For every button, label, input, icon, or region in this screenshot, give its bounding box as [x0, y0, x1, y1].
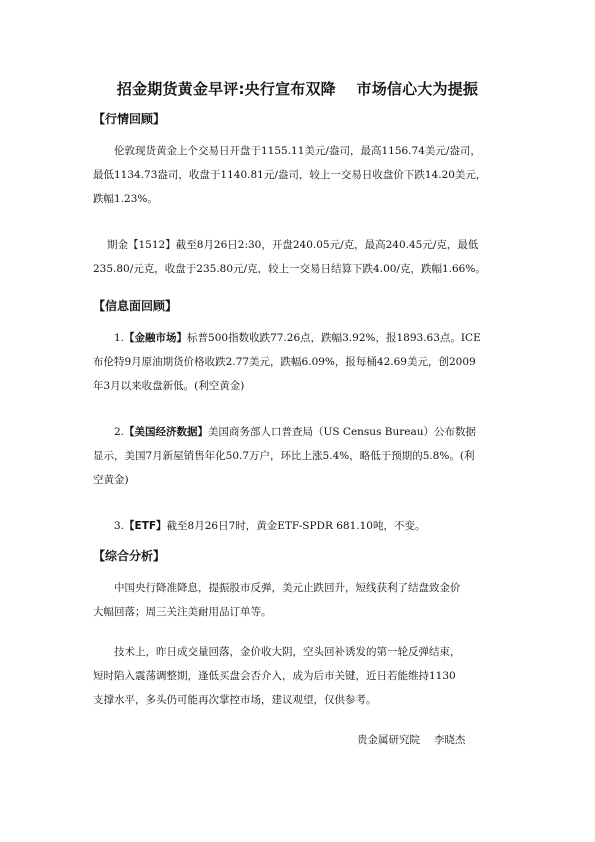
paragraph-line: 期金【1512】截至8月26日2:30，开盘240.05元/克，最高240.45元/克，最低: [107, 239, 479, 251]
paragraph-line: 伦敦现货黄金上个交易日开盘于1155.11美元/盎司，最高1156.74美元/盎司，: [114, 145, 481, 157]
paragraph-line: 235.80/元克，收盘于235.80元/克，较上一交易日结算下跌4.00/克，跌幅1.66%。: [93, 263, 486, 275]
info-item-3: [93, 514, 521, 538]
paragraph-line: 布伦特9月原油期货价格收跌2.77美元，跌幅6.09%，报每桶42.69美元，创2009: [93, 356, 476, 368]
item-label: 【ETF】: [124, 520, 167, 532]
document-title: 招金期货黄金早评:央行宣布双降 市场信心大为提振: [116, 80, 479, 98]
item-number: 3.: [114, 520, 125, 532]
paragraph-line: 最低1134.73盎司，收盘于1140.81元/盎司，较上一交易日收盘价下跌14.20美元，: [93, 169, 487, 181]
paragraph-line: 大幅回落；周三关注美耐用品订单等。: [93, 606, 272, 618]
heading-info-review: 【信息面回顾】: [93, 299, 178, 313]
paragraph-line: 技术上，昨日成交量回落，金价收大阴，空头回补诱发的第一轮反弹结束，: [114, 646, 461, 658]
info-item-2: [93, 420, 521, 492]
author-signature: 贵金属研究院 李晓杰: [357, 734, 466, 746]
paragraph-line: 跌幅1.23%。: [93, 193, 158, 205]
info-item-1: [93, 326, 521, 398]
heading-analysis: 【综合分析】: [93, 549, 166, 563]
paragraph-line: 年3月以来收盘新低。(利空黄金): [93, 380, 245, 392]
item-number: 2.: [114, 426, 125, 438]
market-review-paragraph-1: [93, 139, 521, 211]
item-label: 【金融市场】: [124, 332, 188, 344]
paragraph-line: 短时陷入震荡调整期，逢低买盘会否介入，成为后市关键，近日若能维持1130: [93, 670, 456, 682]
analysis-paragraph-2: [93, 640, 521, 712]
paragraph-line: 显示，美国7月新屋销售年化50.7万户，环比上涨5.4%，略低于预期的5.8%。(利: [93, 450, 475, 462]
paragraph-line: 支撑水平，多头仍可能再次掌控市场，建议观望，仅供参考。: [93, 694, 377, 706]
item-text: 美国商务部人口普查局（US Census Bureau）公布数据: [208, 426, 477, 438]
item-first-line: [93, 326, 521, 350]
item-text: 截至8月26日7时，黄金ETF-SPDR 681.10吨，不变。: [166, 520, 426, 532]
item-label: 【美国经济数据】: [124, 426, 209, 438]
item-text: 标普500指数收跌77.26点，跌幅3.92%，报1893.63点。ICE: [187, 332, 481, 344]
item-first-line: [93, 514, 521, 538]
analysis-paragraph-1: [93, 576, 521, 624]
heading-market-review: 【行情回顾】: [93, 112, 166, 126]
market-review-paragraph-2: [93, 233, 521, 281]
paragraph-line: 空黄金): [93, 474, 129, 486]
item-first-line: [93, 420, 521, 444]
item-number: 1.: [114, 332, 125, 344]
paragraph-line: 中国央行降准降息，提振股市反弹，美元止跌回升，短线获利了结盘致金价: [114, 582, 461, 594]
